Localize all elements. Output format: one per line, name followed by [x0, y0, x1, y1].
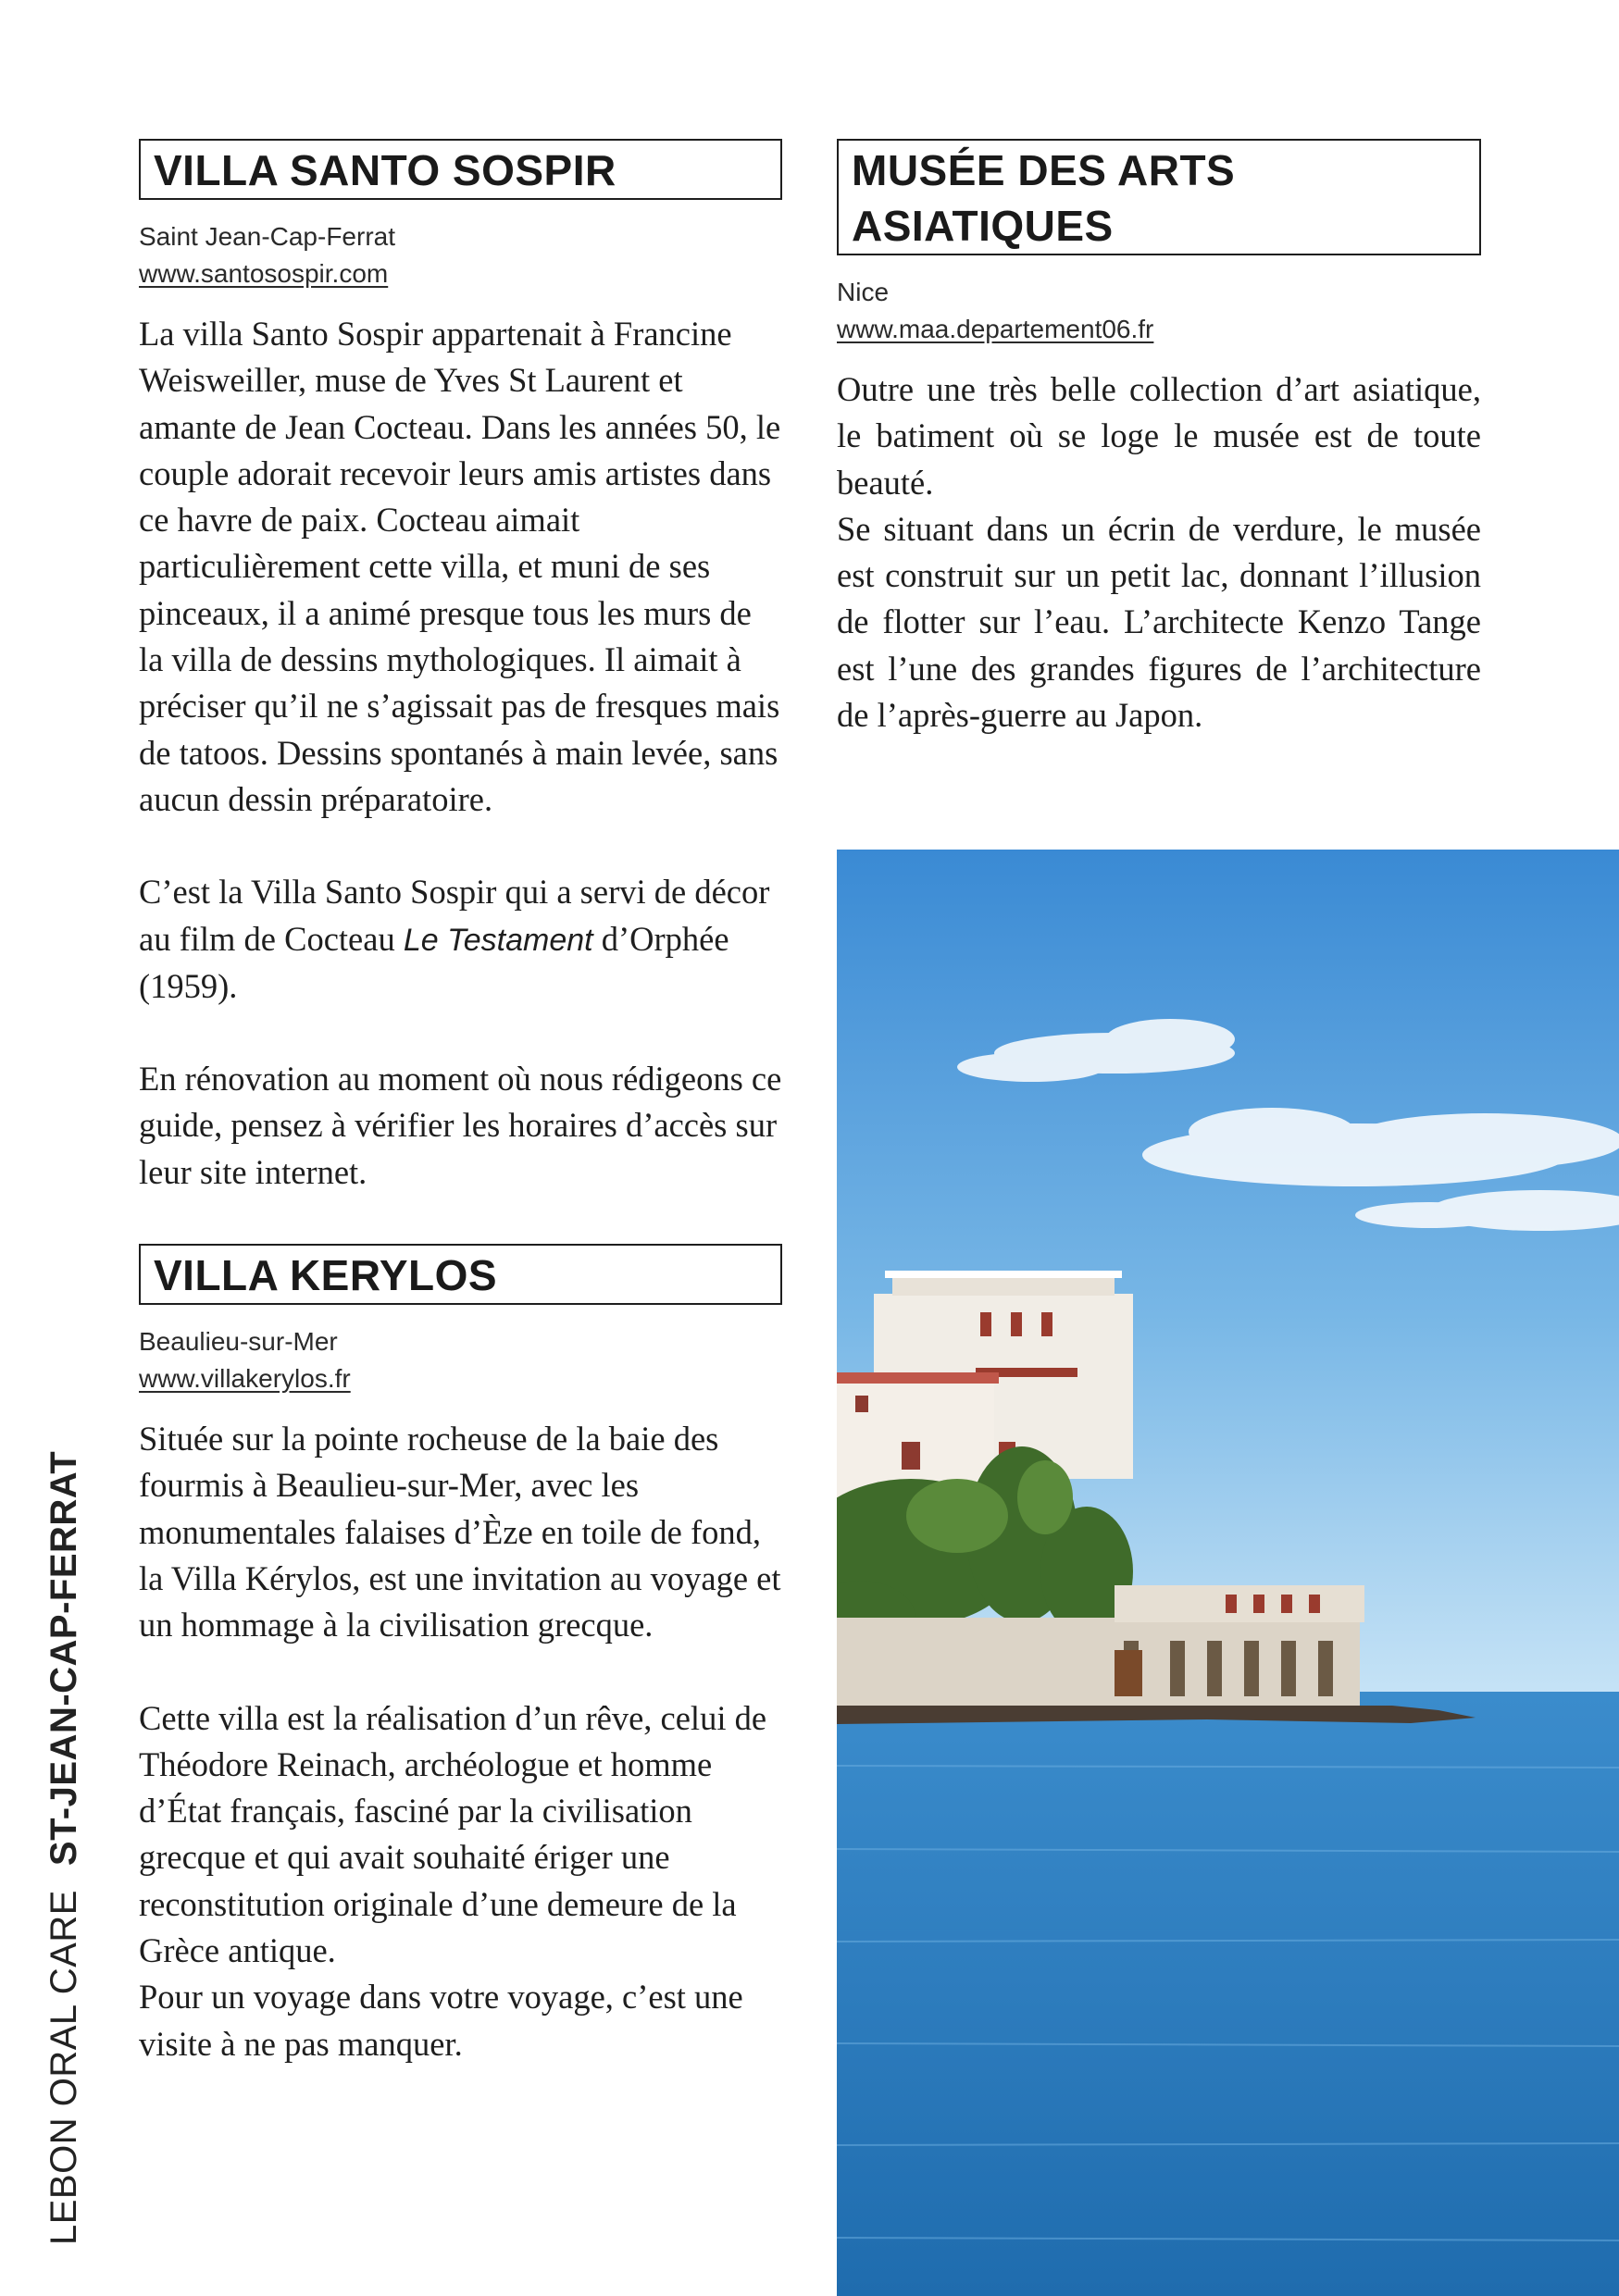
paragraph: Se situant dans un écrin de verdure, le musée est construit sur un petit lac, donnant l’illusion de flotter sur l’eau. L’architecte Kenzo Tange est l’une des grandes figures de l’architecture de l’après-guerre au Japon. [837, 509, 1481, 735]
location-santo-sospir: Saint Jean-Cap-Ferrat [139, 222, 396, 251]
paragraph: Pour un voyage dans votre voyage, c’est une visite à ne pas manquer. [139, 1978, 743, 2063]
paragraph-text: d’Orphée (1959). [139, 919, 729, 1005]
side-label [44, 1451, 84, 2245]
paragraph: La villa Santo Sospir appartenait à Francine Weisweiller, muse de Yves St Laurent et amante de Jean Cocteau. Dans les années 50, le couple adorait recevoir leurs amis artistes dans ce havre de paix. Cocteau aimait particulièrement cette villa, et muni de ses pinceaux, il a animé presque tous les murs de la villa de dessins mythologiques. Il aimait à préciser qu’il ne s’agissait pas de fresques mais de tatoos. Dessins spontanés à main levée, sans aucun dessin préparatoire. [139, 315, 781, 818]
paragraph: Cette villa est la réalisation d’un rêve, celui de Théodore Reinach, archéologue et homme d’État français, fasciné par la civilisation grecque et qui avait souhaité ériger une reconstitution originale d’une demeure de la Grèce antique. [139, 1698, 767, 1970]
section-title-santo-sospir: VILLA SANTO SOSPIR [139, 139, 782, 200]
side-label-brand: LEBON ORAL CARE [44, 1890, 84, 2245]
section-title-asian-arts [837, 139, 1481, 255]
paragraph: Outre une très belle collection d’art asiatique, le batiment où se loge le musée est de toute beauté. [837, 370, 1481, 502]
website-link-asian-arts[interactable]: www.maa.departement06.fr [837, 315, 1154, 343]
film-title: Le Testament [403, 922, 593, 958]
section-title-kerylos: VILLA KERYLOS [139, 1244, 782, 1305]
paragraph [139, 869, 782, 1010]
villa-kerylos-seaside-photo [837, 850, 1619, 2296]
location-asian-arts: Nice [837, 278, 890, 306]
paragraph-text: C’est la Villa Santo Sospir qui a servi de décor au film de Cocteau [139, 873, 770, 958]
description-asian-arts [837, 366, 1481, 738]
paragraph: En rénovation au moment où nous rédigeons ce guide, pensez à vérifier les horaires d’accès sur leur site internet. [139, 1060, 782, 1191]
description-santo-sospir [139, 311, 782, 1196]
title-line: MUSÉE DES ARTS [852, 146, 1236, 194]
title-line: ASIATIQUES [852, 202, 1114, 250]
website-link-santo-sospir[interactable]: www.santosospir.com [139, 259, 389, 288]
side-label-place: ST-JEAN-CAP-FERRAT [44, 1450, 84, 1867]
description-kerylos [139, 1416, 782, 2067]
left-column [139, 139, 782, 2067]
location-kerylos: Beaulieu-sur-Mer [139, 1327, 338, 1357]
right-column [837, 139, 1481, 738]
paragraph: Située sur la pointe rocheuse de la baie des fourmis à Beaulieu-sur-Mer, avec les monumentales falaises d’Èze en toile de fond, la Villa Kérylos, est une invitation au voyage et un hommage à la civilisation grecque. [139, 1420, 781, 1644]
website-link-kerylos[interactable]: www.villakerylos.fr [139, 1364, 351, 1394]
